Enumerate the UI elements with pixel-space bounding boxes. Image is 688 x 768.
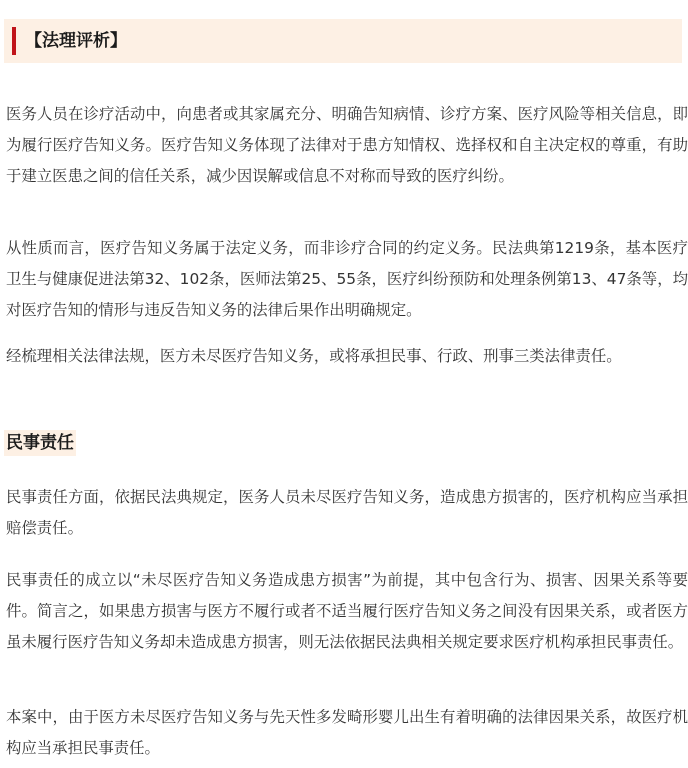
section-title: 【法理评析】 xyxy=(25,31,127,51)
paragraph-legal-nature: 从性质而言，医疗告知义务属于法定义务，而非诊疗合同的约定义务。民法典第1219条，基本医疗卫生与健康促进法第32、102条，医师法第25、55条，医疗纠纷预防和处理条例第13、47条等，均对医疗告知的情形与违反告知义务的法律后果作出明确规定。 xyxy=(6,239,688,319)
paragraph-civil-liability-elements: 民事责任的成立以“未尽医疗告知义务造成患方损害”为前提，其中包含行为、损害、因果关系等要件。简言之，如果患方损害与医方不履行或者不适当履行医疗告知义务之间没有因果关系，或者医方虽未履行医疗告知义务却未造成患方损害，则无法依据民法典相关规定要求医疗机构承担民事责任。 xyxy=(6,571,688,651)
accent-bar xyxy=(12,27,16,55)
paragraph-case-conclusion: 本案中，由于医方未尽医疗告知义务与先天性多发畸形婴儿出生有着明确的法律因果关系，故医疗机构应当承担民事责任。 xyxy=(6,708,688,757)
subheading-civil-liability: 民事责任 xyxy=(4,430,76,456)
paragraph-informed-consent-definition: 医务人员在诊疗活动中，向患者或其家属充分、明确告知病情、诊疗方案、医疗风险等相关信息，即为履行医疗告知义务。医疗告知义务体现了法律对于患方知情权、选择权和自主决定权的尊重，有助于建立医患之间的信任关系，减少因误解或信息不对称而导致的医疗纠纷。 xyxy=(6,105,688,185)
paragraph-civil-liability-basis: 民事责任方面，依据民法典规定，医务人员未尽医疗告知义务，造成患方损害的，医疗机构应当承担赔偿责任。 xyxy=(6,488,688,537)
section-header-banner xyxy=(4,19,682,63)
paragraph-liability-types: 经梳理相关法律法规，医方未尽医疗告知义务，或将承担民事、行政、刑事三类法律责任。 xyxy=(6,347,622,365)
